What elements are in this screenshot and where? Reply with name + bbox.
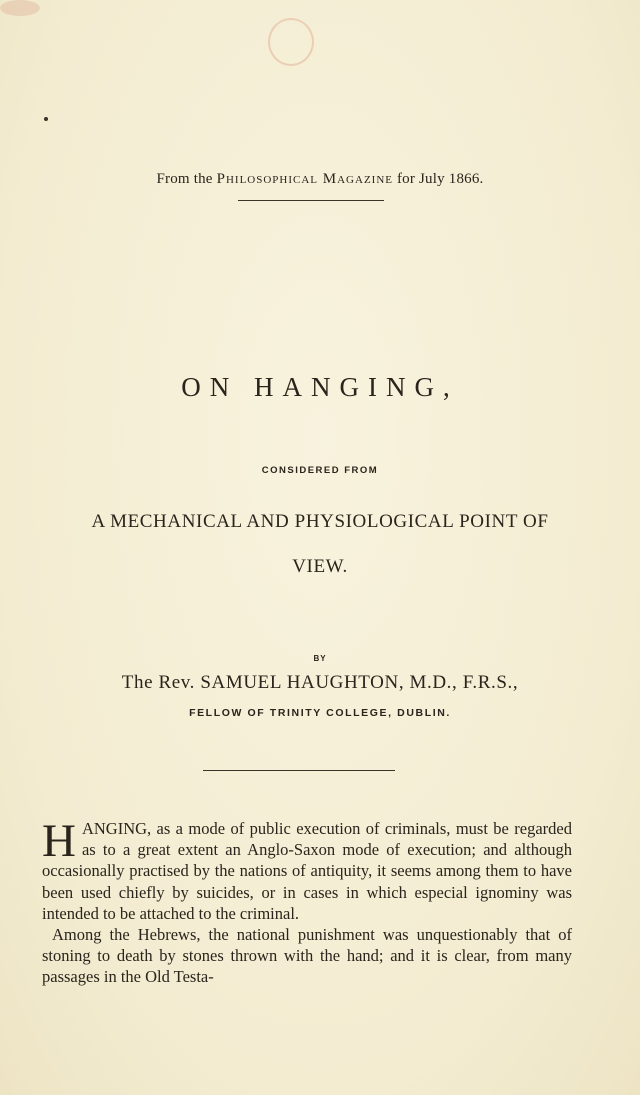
ink-speck — [44, 117, 48, 121]
considered-from-label: CONSIDERED FROM — [261, 465, 379, 476]
section-rule — [203, 770, 395, 771]
source-prefix: From the — [156, 171, 213, 187]
source-line — [0, 171, 640, 188]
by-label: BY — [313, 654, 327, 663]
source-magazine: Philosophical Magazine — [216, 171, 393, 187]
top-rule — [238, 200, 384, 201]
paragraph-1-text: ANGING, as a mode of public execution of criminals, must be regarded as to a great extent an Anglo-Saxon mode of execution; and although occasionally practised by the nations of antiquity, it seems among them to have been used chiefly by suicides, or in cases in which especial ignominy was intended to be attached to the criminal. — [42, 819, 572, 923]
paragraph-2: Among the Hebrews, the national punishment was unquestionably that of stoning to death by stones thrown with the hand; and it is clear, from many passages in the Old Testa- — [42, 925, 572, 987]
paragraph-1 — [42, 815, 572, 924]
paper-stain — [268, 18, 314, 66]
affiliation-line: FELLOW OF TRINITY COLLEGE, DUBLIN. — [189, 707, 451, 719]
page-title: ON HANGING, — [181, 372, 459, 402]
source-suffix: for July 1866. — [396, 171, 484, 187]
drop-cap: H — [42, 815, 76, 867]
subtitle-line-1: A MECHANICAL AND PHYSIOLOGICAL POINT OF — [91, 511, 549, 532]
paper-stain-corner — [0, 0, 40, 16]
body-text — [42, 815, 572, 988]
subtitle-line-2: VIEW. — [292, 556, 348, 577]
author-line: The Rev. SAMUEL HAUGHTON, M.D., F.R.S., — [121, 672, 519, 693]
